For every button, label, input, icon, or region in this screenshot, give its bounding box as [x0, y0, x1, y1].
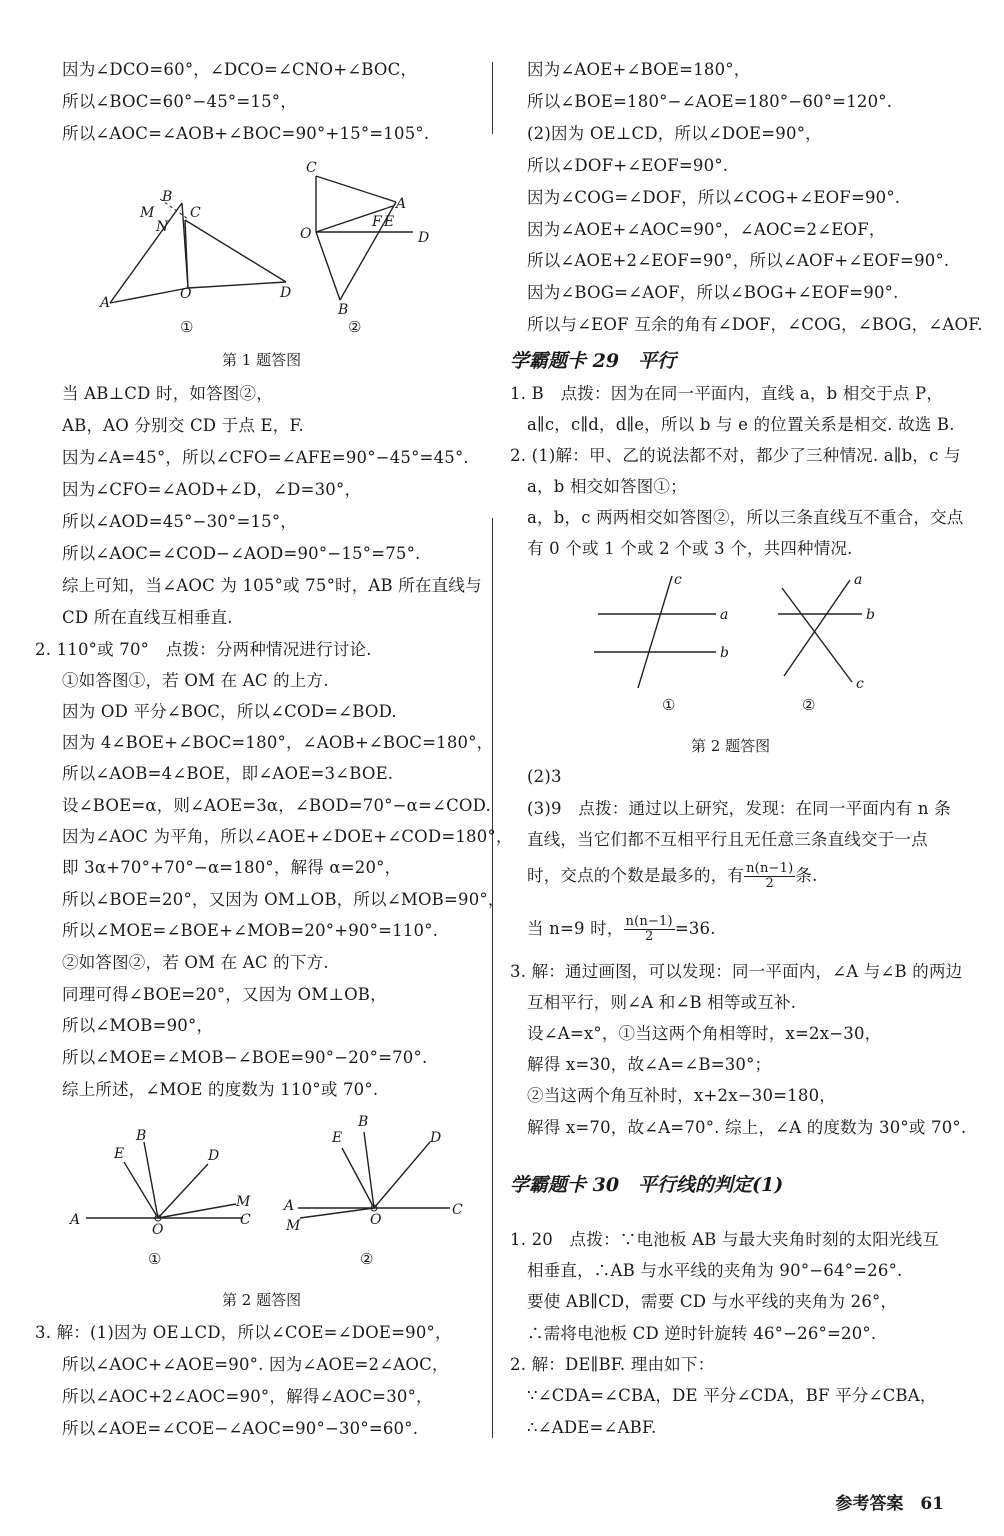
text-line: (2)3: [527, 767, 562, 786]
line-label: b: [720, 645, 729, 661]
line-label: b: [866, 607, 875, 623]
section-title-30: 学霸题卡 30 平行线的判定(1): [510, 1174, 784, 1196]
point-label: E: [114, 1146, 125, 1162]
text-line: 因为∠AOE+∠BOE=180°，: [527, 60, 751, 79]
text-line: 3. 解：(1)因为 OE⊥CD，所以∠COE=∠DOE=90°，: [35, 1323, 452, 1342]
fraction-numerator: n(n−1): [625, 914, 673, 929]
point-label: A: [100, 295, 111, 311]
text-line: 即 3α+70°+70°−α=180°，解得 α=20°，: [62, 858, 402, 877]
line-label: a: [854, 572, 863, 588]
point-label: F: [372, 214, 382, 230]
text-fragment: 时，交点的个数是最多的，有: [527, 866, 745, 885]
text-line: 1. B 点拨：因为在同一平面内，直线 a，b 相交于点 P，: [510, 384, 944, 403]
text-fragment: 当 n=9 时，: [527, 919, 624, 938]
figure-2-diagram-2: [280, 1108, 480, 1238]
point-label: A: [70, 1212, 81, 1228]
text-line: 因为∠AOE+∠AOC=90°，∠AOC=2∠EOF，: [527, 220, 886, 239]
text-line: 有 0 个或 1 个或 2 个或 3 个，共四种情况.: [527, 539, 853, 558]
text-line-with-fraction: [527, 862, 818, 891]
text-line: 因为∠BOG=∠AOF，所以∠BOG+∠EOF=90°.: [527, 283, 899, 302]
text-line: 2. (1)解：甲、乙的说法都不对，都少了三种情况. a∥b，c 与: [510, 446, 961, 465]
line-label: c: [674, 572, 682, 588]
figure-caption: 第 1 题答图: [222, 351, 302, 369]
fraction-denominator: 2: [765, 876, 774, 891]
line-label: c: [856, 676, 864, 692]
text-line: AB，AO 分别交 CD 于点 E，F.: [62, 416, 304, 435]
text-fragment: 条.: [795, 866, 818, 885]
text-line: a，b，c 两两相交如答图②，所以三条直线互不重合，交点: [527, 508, 964, 527]
text-line: 当 AB⊥CD 时，如答图②，: [62, 384, 273, 403]
text-line: a∥c，c∥d，d∥e，所以 b 与 e 的位置关系是相交. 故选 B.: [527, 415, 955, 434]
text-line: (2)因为 OE⊥CD，所以∠DOE=90°，: [527, 124, 822, 143]
text-line: 所以∠MOB=90°，: [62, 1016, 214, 1035]
text-line: ①如答图①，若 OM 在 AC 的上方.: [62, 671, 329, 690]
point-label: C: [240, 1212, 251, 1228]
point-label: B: [136, 1128, 147, 1144]
text-line: ②如答图②，若 OM 在 AC 的下方.: [62, 953, 329, 972]
text-line: 所以∠DOF+∠EOF=90°.: [527, 156, 729, 175]
text-line: 设∠BOE=α，则∠AOE=3α，∠BOD=70°−α=∠COD.: [62, 796, 491, 815]
text-line: ②当这两个角互补时，x+2x−30=180，: [527, 1086, 836, 1105]
text-line: 所以∠MOE=∠BOE+∠MOB=20°+90°=110°.: [62, 921, 439, 940]
figure-3-diagram-2: [770, 572, 900, 702]
text-line: 相垂直，∴AB 与水平线的夹角为 90°−64°=26°.: [527, 1261, 903, 1280]
text-line-with-fraction: [527, 915, 716, 944]
text-line: a，b 相交如答图①；: [527, 477, 687, 496]
point-label: D: [208, 1148, 220, 1164]
figure-number: ②: [360, 1250, 374, 1268]
figure-number: ①: [662, 696, 676, 714]
point-label: N: [156, 219, 169, 235]
fraction: [624, 915, 675, 944]
text-line: 所以∠AOC=∠AOB+∠BOC=90°+15°=105°.: [62, 124, 430, 143]
text-line: 因为 OD 平分∠BOC，所以∠COD=∠BOD.: [62, 702, 397, 721]
text-line: 直线，当它们都不互相平行且无任意三条直线交于一点: [527, 830, 928, 849]
text-line: 综上可知，当∠AOC 为 105°或 75°时，AB 所在直线与: [62, 576, 482, 595]
point-label: O: [180, 286, 192, 302]
text-line: 解得 x=30，故∠A=∠B=30°；: [527, 1055, 772, 1074]
point-label: A: [284, 1198, 295, 1214]
point-label: M: [286, 1218, 301, 1234]
text-line: 设∠A=x°，①当这两个角相等时，x=2x−30，: [527, 1024, 882, 1043]
point-label: M: [140, 205, 155, 221]
point-label: O: [370, 1212, 382, 1228]
figure-1-diagram-1: [100, 185, 300, 315]
point-label: A: [396, 196, 407, 212]
text-line: 2. 110°或 70° 点拨：分两种情况进行讨论.: [35, 640, 372, 659]
fraction-denominator: 2: [644, 929, 654, 944]
text-line: 所以∠AOE=∠COE−∠AOC=90°−30°=60°.: [62, 1419, 419, 1438]
column-divider-main: [492, 518, 493, 1438]
point-label: E: [384, 214, 395, 230]
text-line: 因为∠COG=∠DOF，所以∠COG+∠EOF=90°.: [527, 188, 901, 207]
text-line: 所以∠BOE=20°，又因为 OM⊥OB，所以∠MOB=90°，: [62, 890, 505, 909]
text-line: 因为∠CFO=∠AOD+∠D，∠D=30°，: [62, 480, 362, 499]
text-line: 因为∠A=45°，所以∠CFO=∠AFE=90°−45°=45°.: [62, 448, 469, 467]
point-label: B: [162, 189, 173, 205]
text-line: 所以∠AOC+2∠AOC=90°，解得∠AOC=30°，: [62, 1387, 433, 1406]
text-line: 同理可得∠BOE=20°，又因为 OM⊥OB，: [62, 985, 387, 1004]
fraction: [744, 862, 795, 891]
text-fragment: =36.: [674, 919, 716, 938]
text-line: 所以∠BOC=60°−45°=15°，: [62, 92, 297, 111]
fraction-numerator: n(n−1): [746, 861, 794, 876]
line-label: a: [720, 607, 729, 623]
text-line: CD 所在直线互相垂直.: [62, 608, 233, 627]
point-label: C: [190, 205, 201, 221]
figure-caption: 第 2 题答图: [222, 1291, 302, 1309]
point-label: C: [306, 160, 317, 176]
text-line: 综上所述，∠MOE 的度数为 110°或 70°.: [62, 1080, 379, 1099]
text-line: 1. 20 点拨：∵电池板 AB 与最大夹角时刻的太阳光线互: [510, 1230, 940, 1249]
text-line: 因为∠AOC 为平角，所以∠AOE+∠DOE+∠COD=180°，: [62, 827, 513, 846]
point-label: D: [418, 230, 430, 246]
text-line: 所以∠AOC+∠AOE=90°. 因为∠AOE=2∠AOC，: [62, 1355, 449, 1374]
text-line: 解得 x=70，故∠A=70°. 综上，∠A 的度数为 30°或 70°.: [527, 1118, 967, 1137]
column-divider-top: [492, 62, 493, 134]
text-line: 所以∠AOC=∠COD−∠AOD=90°−15°=75°.: [62, 544, 421, 563]
point-label: D: [280, 285, 292, 301]
figure-2-diagram-1: [68, 1120, 268, 1240]
text-line: (3)9 点拨：通过以上研究，发现：在同一平面内有 n 条: [527, 799, 951, 818]
text-line: 互相平行，则∠A 和∠B 相等或互补.: [527, 993, 797, 1012]
figure-3-diagram-1: [588, 572, 748, 702]
point-label: D: [430, 1130, 442, 1146]
point-label: O: [300, 226, 312, 242]
text-line: 所以∠AOE+2∠EOF=90°，所以∠AOF+∠EOF=90°.: [527, 251, 950, 270]
text-line: ∵∠CDA=∠CBA，DE 平分∠CDA，BF 平分∠CBA，: [527, 1386, 937, 1405]
text-line: 所以与∠EOF 互余的角有∠DOF，∠COG，∠BOG，∠AOF.: [527, 315, 983, 334]
point-label: C: [452, 1202, 463, 1218]
page-footer: 参考答案 61: [835, 1494, 944, 1514]
figure-caption: 第 2 题答图: [691, 737, 771, 755]
text-line: 所以∠AOD=45°−30°=15°，: [62, 512, 298, 531]
figure-number: ②: [348, 318, 362, 336]
figure-1-diagram-2: [298, 162, 438, 322]
point-label: E: [332, 1130, 343, 1146]
point-label: B: [358, 1114, 369, 1130]
section-title-29: 学霸题卡 29 平行: [510, 350, 677, 372]
point-label: B: [338, 302, 349, 318]
text-line: ∴需将电池板 CD 逆时针旋转 46°−26°=20°.: [527, 1324, 877, 1343]
text-line: 3. 解：通过画图，可以发现：同一平面内，∠A 与∠B 的两边: [510, 962, 963, 981]
text-line: 所以∠BOE=180°−∠AOE=180°−60°=120°.: [527, 92, 893, 111]
text-line: 所以∠AOB=4∠BOE，即∠AOE=3∠BOE.: [62, 764, 394, 783]
text-line: ∴∠ADE=∠ABF.: [527, 1418, 657, 1437]
text-line: 因为 4∠BOE+∠BOC=180°，∠AOB+∠BOC=180°，: [62, 733, 494, 752]
text-line: 要使 AB∥CD，需要 CD 与水平线的夹角为 26°，: [527, 1292, 898, 1311]
figure-number: ①: [180, 318, 194, 336]
figure-number: ①: [148, 1250, 162, 1268]
text-line: 因为∠DCO=60°，∠DCO=∠CNO+∠BOC，: [62, 60, 418, 79]
text-line: 所以∠MOE=∠MOB−∠BOE=90°−20°=70°.: [62, 1048, 428, 1067]
point-label: O: [152, 1222, 164, 1238]
point-label: M: [236, 1194, 251, 1210]
figure-number: ②: [802, 696, 816, 714]
text-line: 2. 解：DE∥BF. 理由如下：: [510, 1355, 715, 1374]
